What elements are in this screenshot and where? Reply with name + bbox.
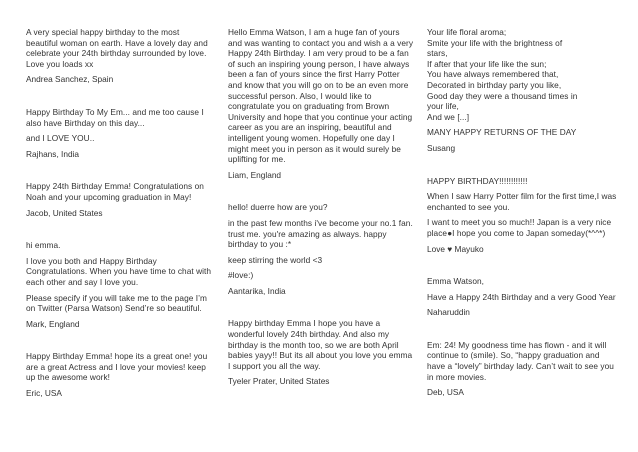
wish-entry — [427, 176, 619, 255]
wish-entry — [26, 107, 212, 159]
wish-signature: Aantarika, India — [228, 285, 286, 296]
column-3 — [427, 27, 619, 420]
wish-message: Em: 24! My goodness time has flown - and it will continue to (smile). So, “happy graduation and have a “lovely” birthday lady. Can’t wait to see you in more movies. — [427, 339, 614, 382]
wish-signature: Tyeler Prater, United States — [228, 376, 330, 387]
wish-message: Your life floral aroma; Smite your life with the brightness of stars, If after that your life like the sun; You have always remembered that, Decorated in birthday party you like, Good day they were a thousand times in your life, And we [...] — [427, 27, 578, 122]
wish-message: HAPPY BIRTHDAY!!!!!!!!!!!! — [427, 175, 528, 186]
column-1 — [26, 27, 212, 421]
wish-entry — [26, 181, 212, 218]
wish-signature: Jacob, United States — [26, 207, 103, 218]
wish-message: I want to meet you so much!! Japan is a very nice place●I hope you come to Japan someday(*^^*) — [427, 217, 612, 238]
wish-entry — [427, 340, 619, 398]
wish-signature: Andrea Sanchez, Spain — [26, 74, 114, 85]
wish-message: hi emma. — [26, 240, 61, 251]
wish-message: Happy Birthday To My Em... and me too cause I also have Birthday on this day... — [26, 106, 204, 128]
wish-message: keep stirring the world <3 — [228, 254, 323, 265]
wish-message: I love you both and Happy Birthday Congratulations. When you have time to chat with each other and say I love you. — [26, 255, 212, 287]
wish-message: Have a Happy 24th Birthday and a very Good Year — [427, 291, 616, 302]
wish-entry — [26, 351, 212, 398]
wish-signature: Deb, USA — [427, 387, 464, 398]
wish-signature: Mark, England — [26, 318, 80, 329]
wish-message: Happy 24th Birthday Emma! Congratulations on Noah and your upcoming graduation in May! — [26, 181, 204, 202]
wish-message: Happy Birthday Emma! hope its a great one! you are a great Actress and I love your movies! keep up the awesome work! — [26, 351, 208, 383]
wish-entry — [427, 276, 619, 318]
wish-signature: Love ♥ Mayuko — [427, 243, 484, 254]
wish-message: Hello Emma Watson, I am a huge fan of yours and was wanting to contact you and wish a a very Happy 24th Birthday. I am very proud to be a fan of such an inspiring young person, I have always been a fan of yours since the first Harry Potter and know that you will go on to be an even more successful person. Also, I would like to congratulate you on graduating from Brown University and hope that you continue your acting career as you are an inspiring, beautiful and intelligent young women. Hopefully one day I might meet you in person as it would surely be uplifting for me. — [228, 27, 414, 165]
wish-signature: Eric, USA — [26, 388, 62, 399]
wish-message: When I saw Harry Potter film for the first time,I was enchanted to see you. — [427, 191, 617, 212]
wish-signature: Liam, England — [228, 169, 282, 180]
wish-message: A very special happy birthday to the most beautiful woman on earth. Have a lovely day and celebrate your 24th birthday surrounded by love. Love you loads xx — [26, 27, 208, 69]
wish-entry — [228, 202, 414, 296]
wish-entry — [26, 27, 212, 85]
wish-signature: Naharuddin — [427, 307, 470, 318]
wish-message: hello! duerre how are you? — [228, 202, 328, 213]
wish-entry — [26, 240, 212, 329]
column-2 — [228, 27, 414, 409]
wish-message: Emma Watson, — [427, 276, 485, 287]
wish-message: in the past few months i've become your no.1 fan. trust me. you're amazing as always. happy birthday to you :* — [228, 217, 413, 250]
wish-message: #love:) — [228, 270, 254, 281]
wish-entry — [228, 318, 414, 387]
wish-message: MANY HAPPY RETURNS OF THE DAY — [427, 127, 577, 138]
wish-entry — [427, 27, 619, 154]
wish-message: and I LOVE YOU.. — [26, 133, 95, 144]
wish-message: Happy birthday Emma I hope you have a wonderful lovely 24th birthday. And also my birthday is the month too, so we are both April babies yayy!! But its all about you love you emma I support you all the way. — [228, 318, 413, 371]
wish-signature: Rajhans, India — [26, 148, 80, 159]
wish-message: Please specify if you will take me to the page I’m on Twitter (Parsa Watson) Send’re so beautiful. — [26, 292, 207, 314]
wish-signature: Susang — [427, 142, 456, 153]
wish-entry — [228, 27, 414, 180]
